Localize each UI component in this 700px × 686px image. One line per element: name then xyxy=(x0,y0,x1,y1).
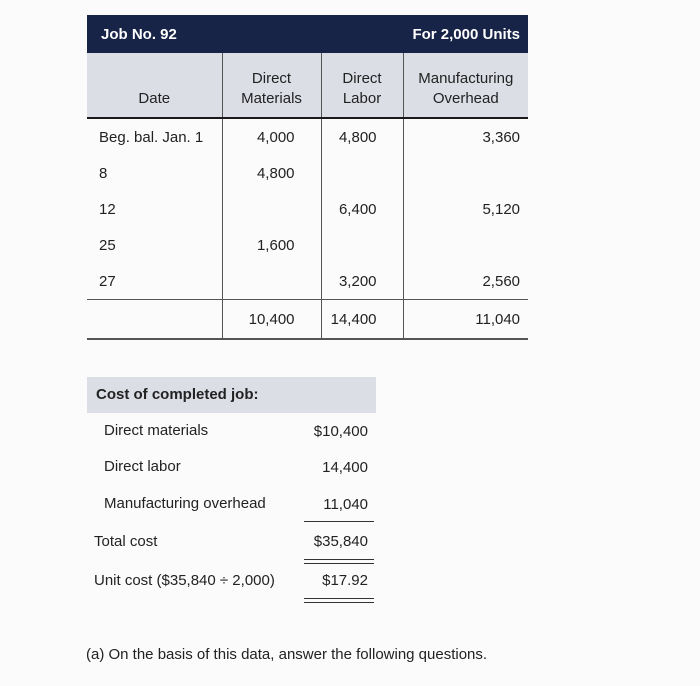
totals-row xyxy=(87,300,528,340)
total-direct-labor: 14,400 xyxy=(321,300,403,340)
job-number: Job No. 92 xyxy=(87,15,321,53)
job-header-row xyxy=(87,15,528,53)
total-cost-value: $35,840 xyxy=(313,533,368,550)
unit-rule-top xyxy=(304,598,374,599)
table-row: 27 3,200 2,560 xyxy=(87,263,528,300)
direct-materials-value: $10,400 xyxy=(313,423,368,440)
units-label: For 2,000 Units xyxy=(403,15,528,53)
completed-job-header: Cost of completed job: xyxy=(87,377,376,413)
job-cost-sheet xyxy=(87,15,528,344)
column-header-row xyxy=(87,53,528,118)
overhead-value: 11,040 xyxy=(323,496,368,513)
direct-labor-label: Direct labor xyxy=(104,458,181,475)
direct-materials-label: Direct materials xyxy=(104,422,209,439)
direct-labor-value: 14,400 xyxy=(322,459,368,476)
unit-cost-value: $17.92 xyxy=(322,572,368,589)
date-column-header: Date xyxy=(87,53,222,118)
subtotal-rule xyxy=(304,521,374,522)
total-cost-label: Total cost xyxy=(94,533,158,550)
total-overhead: 11,040 xyxy=(403,300,528,340)
unit-rule-bottom xyxy=(304,602,374,603)
overhead-label: Manufacturing overhead xyxy=(104,495,266,512)
direct-materials-header: Direct Materials xyxy=(222,53,321,118)
table-row: 12 6,400 5,120 xyxy=(87,191,528,227)
table-bottom-rule xyxy=(87,339,528,344)
unit-cost-label: Unit cost ($35,840 ÷ 2,000) xyxy=(94,572,275,589)
table-row: Beg. bal. Jan. 1 4,000 4,800 3,360 xyxy=(87,118,528,155)
total-direct-materials: 10,400 xyxy=(222,300,321,340)
table-row: 25 1,600 xyxy=(87,227,528,263)
total-rule-bottom xyxy=(304,563,374,564)
overhead-header: Manufacturing Overhead xyxy=(403,53,528,118)
table-row: 8 4,800 xyxy=(87,155,528,191)
question-prompt: (a) On the basis of this data, answer the following questions. xyxy=(86,646,488,663)
direct-labor-header: Direct Labor xyxy=(321,53,403,118)
total-rule-top xyxy=(304,559,374,560)
